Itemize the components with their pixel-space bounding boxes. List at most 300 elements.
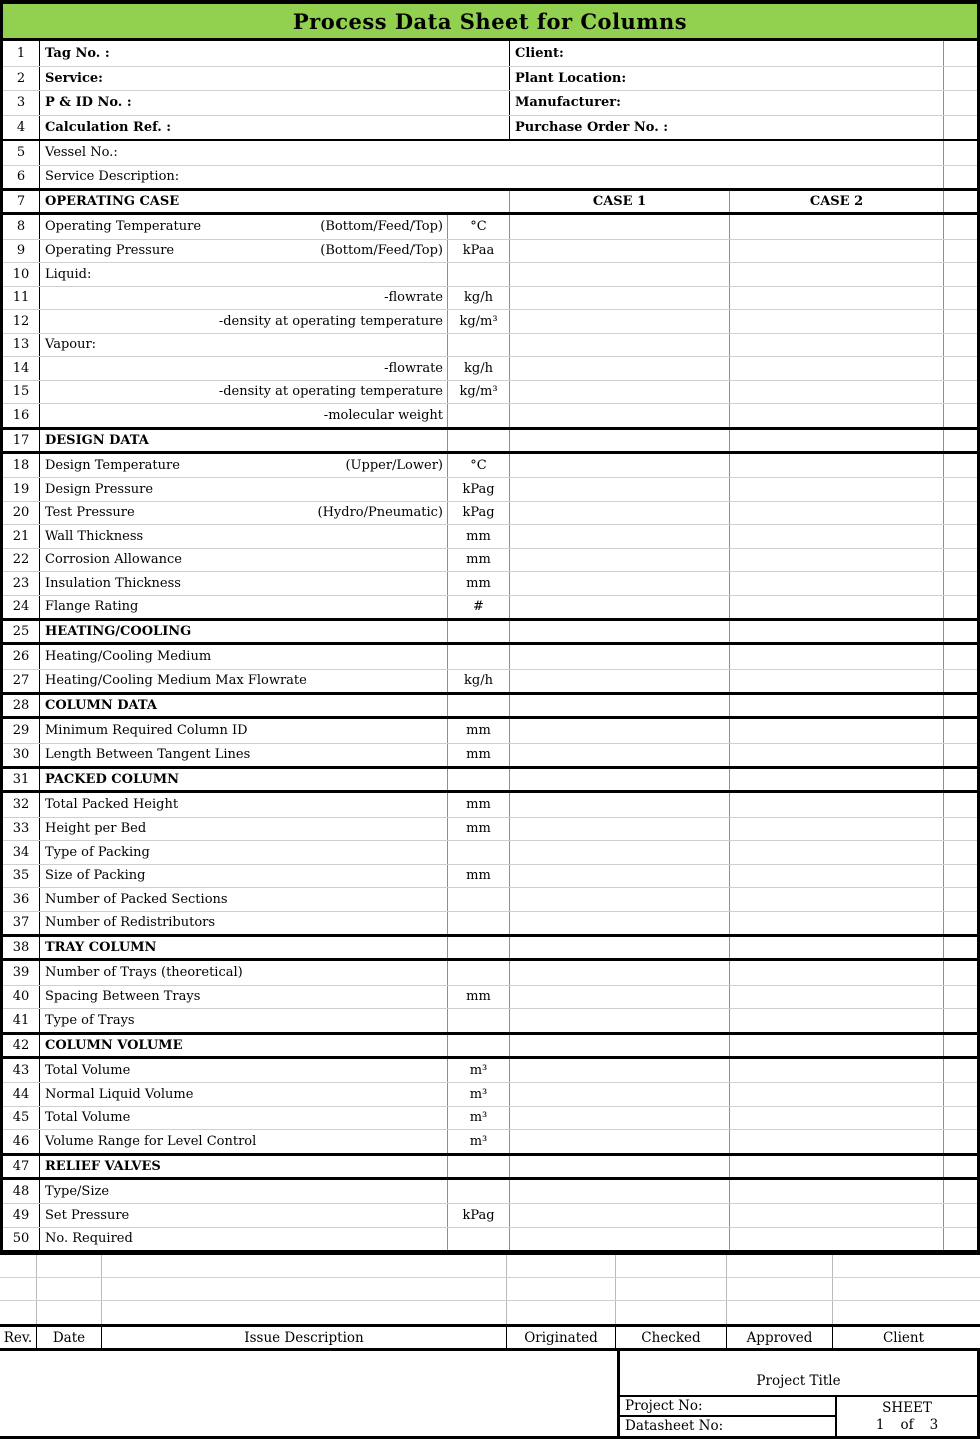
parameter-row: [3, 571, 977, 595]
field-cell[interactable]: Vessel No.:: [40, 141, 944, 165]
row-number: 12: [3, 310, 40, 333]
row-number: 40: [3, 986, 40, 1009]
case1-value-cell[interactable]: [510, 549, 730, 572]
spare-cell: [944, 888, 977, 911]
full-width-row: [3, 165, 977, 189]
unit-cell: [448, 695, 510, 716]
unit-cell: [448, 621, 510, 642]
unit-cell: mm: [448, 744, 510, 767]
spare-cell: [944, 1107, 977, 1130]
case2-value-cell[interactable]: [730, 572, 944, 595]
unit-cell: m³: [448, 1059, 510, 1083]
case1-value-cell[interactable]: [510, 454, 730, 478]
case1-value-cell[interactable]: [510, 744, 730, 767]
spare-cell: [944, 1180, 977, 1204]
case2-value-cell[interactable]: [730, 596, 944, 619]
case2-value-cell[interactable]: [730, 986, 944, 1009]
row-number: 28: [3, 695, 40, 716]
issue-description-cell[interactable]: [102, 1255, 507, 1277]
case1-value-cell[interactable]: [510, 1130, 730, 1153]
parameter-label: Design Temperature: [45, 457, 180, 473]
parameter-label-cell: [40, 1204, 448, 1227]
parameter-label-cell: [40, 1130, 448, 1153]
parameter-row: [3, 743, 977, 767]
spare-cell: [944, 166, 977, 189]
sheet-pagination: [876, 1417, 938, 1433]
case2-value-cell[interactable]: [730, 310, 944, 333]
unit-cell: [448, 1180, 510, 1204]
field-cell-right[interactable]: Purchase Order No. :: [510, 116, 944, 140]
parameter-label: -flowrate: [384, 290, 443, 306]
spare-cell: [944, 430, 977, 451]
spare-cell: [944, 1228, 977, 1251]
parameter-row: [3, 961, 977, 985]
parameter-row: [3, 477, 977, 501]
case1-value-cell[interactable]: [510, 572, 730, 595]
spare-cell: [944, 719, 977, 743]
case2-value-cell: [730, 937, 944, 958]
revision-row: [0, 1278, 980, 1301]
parameter-label: Heating/Cooling Medium Max Flowrate: [45, 673, 307, 689]
case1-value-cell[interactable]: [510, 502, 730, 525]
unit-cell: mm: [448, 719, 510, 743]
parameter-label-cell: [40, 525, 448, 548]
unit-cell: [448, 841, 510, 864]
case2-value-cell: [730, 430, 944, 451]
case1-value-cell[interactable]: [510, 1228, 730, 1251]
case2-value-cell[interactable]: [730, 818, 944, 841]
unit-cell: mm: [448, 793, 510, 817]
case1-value-cell[interactable]: [510, 888, 730, 911]
spare-cell: [944, 215, 977, 239]
case1-value-cell[interactable]: [510, 645, 730, 669]
approved-cell[interactable]: [727, 1255, 833, 1277]
parameter-row: [3, 1008, 977, 1032]
sheet-of: of: [900, 1416, 914, 1433]
row-number: 44: [3, 1083, 40, 1106]
case2-value-cell: [730, 621, 944, 642]
case2-value-cell[interactable]: [730, 841, 944, 864]
parameter-label: TRAY COLUMN: [45, 940, 157, 955]
case1-value-cell[interactable]: [510, 215, 730, 239]
case1-value-cell[interactable]: [510, 310, 730, 333]
case2-value-cell[interactable]: [730, 1059, 944, 1083]
case2-value-cell[interactable]: [730, 357, 944, 380]
field-cell-left[interactable]: P & ID No. :: [40, 91, 510, 115]
sheet-title-bar: [3, 4, 977, 41]
rev-cell[interactable]: [0, 1278, 37, 1300]
case1-value-cell[interactable]: [510, 287, 730, 310]
case1-value-cell[interactable]: [510, 841, 730, 864]
case2-value-cell[interactable]: [730, 670, 944, 693]
spare-cell: [944, 841, 977, 864]
parameter-note: (Bottom/Feed/Top): [320, 219, 443, 235]
form-header-row: [3, 41, 977, 66]
originated-cell[interactable]: [507, 1278, 616, 1300]
row-number: 50: [3, 1228, 40, 1251]
row-number: 18: [3, 454, 40, 478]
parameter-row: [3, 1059, 977, 1083]
field-cell-right[interactable]: Client:: [510, 41, 944, 66]
parameter-label: Liquid:: [45, 266, 92, 282]
parameter-label: Type/Size: [45, 1183, 110, 1199]
parameter-label-cell: [40, 744, 448, 767]
parameter-row: [3, 262, 977, 286]
row-number: 7: [3, 191, 40, 212]
spare-cell: [944, 1156, 977, 1177]
case1-value-cell[interactable]: [510, 818, 730, 841]
unit-cell: [448, 912, 510, 935]
unit-cell: #: [448, 596, 510, 619]
sheet-label: SHEET: [882, 1400, 932, 1417]
project-no-cell[interactable]: [620, 1397, 835, 1417]
parameter-row: [3, 793, 977, 817]
row-number: 10: [3, 263, 40, 286]
parameter-label: RELIEF VALVES: [45, 1158, 161, 1174]
case2-value-cell[interactable]: [730, 865, 944, 888]
case1-value-cell[interactable]: [510, 263, 730, 286]
unit-cell: kg/m³: [448, 310, 510, 333]
case1-value-cell[interactable]: [510, 670, 730, 693]
parameter-label: Spacing Between Trays: [45, 989, 201, 1005]
unit-cell: [448, 1009, 510, 1032]
case1-value-cell[interactable]: [510, 793, 730, 817]
project-title-cell[interactable]: [620, 1351, 977, 1397]
row-number: 45: [3, 1107, 40, 1130]
field-cell-left[interactable]: Service:: [40, 67, 510, 91]
client-cell[interactable]: [833, 1255, 974, 1277]
parameter-note: (Bottom/Feed/Top): [320, 243, 443, 259]
case2-value-cell[interactable]: [730, 1180, 944, 1204]
case2-value-cell[interactable]: [730, 1130, 944, 1153]
case1-value-cell[interactable]: [510, 1083, 730, 1106]
row-number: 24: [3, 596, 40, 619]
client-cell[interactable]: [833, 1278, 974, 1300]
spare-cell: [944, 287, 977, 310]
checked-cell[interactable]: [616, 1255, 727, 1277]
spare-cell: [944, 404, 977, 427]
case1-value-cell[interactable]: [510, 1059, 730, 1083]
case1-value-cell[interactable]: [510, 986, 730, 1009]
unit-cell: m³: [448, 1130, 510, 1153]
parameter-label: Number of Packed Sections: [45, 891, 228, 907]
case1-value-cell[interactable]: [510, 865, 730, 888]
case2-value-cell[interactable]: [730, 404, 944, 427]
case2-value-cell[interactable]: [730, 1228, 944, 1251]
parameter-row: [3, 864, 977, 888]
case2-value-cell[interactable]: [730, 502, 944, 525]
row-number: 8: [3, 215, 40, 239]
case1-value-cell[interactable]: [510, 357, 730, 380]
case1-value-cell[interactable]: [510, 240, 730, 263]
parameter-label-cell: [40, 478, 448, 501]
parameter-row: [3, 286, 977, 310]
parameter-row: [3, 309, 977, 333]
spare-cell: [944, 937, 977, 958]
case2-value-cell[interactable]: [730, 1009, 944, 1032]
case1-value-cell[interactable]: [510, 1204, 730, 1227]
parameter-label-cell: [40, 986, 448, 1009]
parameter-row: [3, 669, 977, 693]
case2-value-cell[interactable]: [730, 1204, 944, 1227]
parameter-label: Total Volume: [45, 1110, 131, 1126]
datasheet-no-cell[interactable]: [620, 1417, 835, 1437]
parameter-label-cell: [40, 357, 448, 380]
parameter-label: Operating Temperature: [45, 219, 202, 235]
case2-value-cell[interactable]: [730, 1107, 944, 1130]
parameter-note: (Hydro/Pneumatic): [317, 505, 443, 521]
parameter-label-cell: [40, 430, 448, 451]
parameter-label: COLUMN DATA: [45, 698, 157, 713]
client-cell[interactable]: [833, 1301, 974, 1324]
case1-value-cell[interactable]: [510, 381, 730, 404]
case1-value-cell[interactable]: [510, 334, 730, 357]
spare-cell: [944, 744, 977, 767]
spare-cell: [944, 141, 977, 165]
section-header-row: [3, 1153, 977, 1180]
case2-value-cell[interactable]: [730, 240, 944, 263]
parameter-row: [3, 1129, 977, 1153]
unit-cell: kPag: [448, 478, 510, 501]
case2-value-cell[interactable]: [730, 719, 944, 743]
case1-value-cell[interactable]: [510, 1009, 730, 1032]
unit-cell: [448, 334, 510, 357]
case1-value-cell: [510, 937, 730, 958]
parameter-label-cell: [40, 1180, 448, 1204]
case2-value-cell[interactable]: [730, 287, 944, 310]
revision-row: [0, 1255, 980, 1278]
row-number: 5: [3, 141, 40, 165]
checked-cell[interactable]: [616, 1301, 727, 1324]
case2-value-cell[interactable]: [730, 215, 944, 239]
case2-value-cell[interactable]: [730, 888, 944, 911]
spare-cell: [944, 596, 977, 619]
parameter-label: Volume Range for Level Control: [45, 1133, 257, 1149]
case1-value-cell[interactable]: [510, 525, 730, 548]
case2-value-cell[interactable]: [730, 525, 944, 548]
row-number: 6: [3, 166, 40, 189]
parameter-row: [3, 380, 977, 404]
spare-cell: [944, 912, 977, 935]
row-number: 29: [3, 719, 40, 743]
row-number: 33: [3, 818, 40, 841]
spare-cell: [944, 502, 977, 525]
parameter-label: Heating/Cooling Medium: [45, 649, 212, 665]
row-number: 16: [3, 404, 40, 427]
unit-cell: [448, 888, 510, 911]
case1-value-cell[interactable]: [510, 478, 730, 501]
row-number: 32: [3, 793, 40, 817]
case2-value-cell[interactable]: [730, 454, 944, 478]
row-number: 25: [3, 621, 40, 642]
parameter-label-cell: [40, 888, 448, 911]
row-number: 2: [3, 67, 40, 91]
parameter-label: Type of Trays: [45, 1012, 135, 1028]
parameter-label: COLUMN VOLUME: [45, 1037, 183, 1053]
parameter-label-cell: [40, 912, 448, 935]
unit-cell: m³: [448, 1083, 510, 1106]
case1-value-cell[interactable]: [510, 912, 730, 935]
unit-cell: mm: [448, 986, 510, 1009]
unit-cell: [448, 263, 510, 286]
rev-cell[interactable]: [0, 1301, 37, 1324]
parameter-label-cell: [40, 381, 448, 404]
case2-value-cell[interactable]: [730, 961, 944, 985]
case2-value-cell[interactable]: [730, 549, 944, 572]
spare-cell: [944, 695, 977, 716]
row-number: 46: [3, 1130, 40, 1153]
field-cell-right[interactable]: Manufacturer:: [510, 91, 944, 115]
form-header-row: [3, 66, 977, 91]
parameter-row: [3, 403, 977, 427]
row-number: 39: [3, 961, 40, 985]
spare-cell: [944, 961, 977, 985]
parameter-note: (Upper/Lower): [345, 457, 443, 473]
parameter-row: [3, 817, 977, 841]
unit-cell: kg/h: [448, 357, 510, 380]
parameter-label: Flange Rating: [45, 599, 139, 615]
spare-cell: [944, 645, 977, 669]
row-number: 15: [3, 381, 40, 404]
parameter-label: Insulation Thickness: [45, 575, 181, 591]
row-number: 27: [3, 670, 40, 693]
field-cell-right[interactable]: Plant Location:: [510, 67, 944, 91]
date-cell[interactable]: [37, 1278, 102, 1300]
parameter-label: Total Packed Height: [45, 797, 179, 813]
spare-cell: [944, 769, 977, 790]
spare-cell: [944, 310, 977, 333]
row-number: 1: [3, 41, 40, 66]
originated-cell[interactable]: [507, 1255, 616, 1277]
parameter-label: Corrosion Allowance: [45, 552, 182, 568]
parameter-label: Size of Packing: [45, 868, 146, 884]
row-number: 3: [3, 91, 40, 115]
footer-area: [0, 1351, 980, 1436]
unit-cell: mm: [448, 818, 510, 841]
parameter-label: -molecular weight: [323, 407, 443, 423]
parameter-label-cell: [40, 572, 448, 595]
spare-cell: [944, 263, 977, 286]
parameter-label: Design Pressure: [45, 481, 154, 497]
rev-cell[interactable]: [0, 1255, 37, 1277]
unit-cell: mm: [448, 525, 510, 548]
parameter-label: Vapour:: [45, 337, 97, 353]
parameter-label-cell: [40, 1228, 448, 1251]
case2-value-cell[interactable]: [730, 793, 944, 817]
case2-value-cell[interactable]: [730, 744, 944, 767]
issue-description-cell[interactable]: [102, 1278, 507, 1300]
case2-value-cell[interactable]: [730, 645, 944, 669]
parameter-label-cell: [40, 1059, 448, 1083]
spare-cell: [944, 818, 977, 841]
case1-value-cell[interactable]: [510, 1180, 730, 1204]
date-cell[interactable]: [37, 1301, 102, 1324]
parameter-label: Minimum Required Column ID: [45, 723, 248, 739]
case2-value-cell: [730, 769, 944, 790]
row-number: 34: [3, 841, 40, 864]
parameter-label-cell: [40, 1156, 448, 1177]
field-cell-left[interactable]: Tag No. :: [40, 41, 510, 66]
row-number: 38: [3, 937, 40, 958]
unit-cell: mm: [448, 549, 510, 572]
originated-cell[interactable]: [507, 1301, 616, 1324]
parameter-label-cell: [40, 502, 448, 525]
case2-value-cell[interactable]: [730, 334, 944, 357]
case2-value-cell[interactable]: [730, 478, 944, 501]
section-header-row: [3, 427, 977, 454]
parameter-label-cell: [40, 719, 448, 743]
sheet-number-cell: [835, 1397, 977, 1436]
parameter-label: Wall Thickness: [45, 528, 144, 544]
parameter-label-cell: [40, 596, 448, 619]
unit-cell: [448, 961, 510, 985]
unit-cell: kg/m³: [448, 381, 510, 404]
parameter-label: PACKED COLUMN: [45, 772, 179, 787]
section-header-row: [3, 1032, 977, 1059]
case1-value-cell[interactable]: [510, 596, 730, 619]
spare-cell: [944, 1083, 977, 1106]
field-cell[interactable]: Service Description:: [40, 166, 944, 189]
case2-value-cell[interactable]: [730, 912, 944, 935]
parameter-label-cell: [40, 670, 448, 693]
parameter-label: Number of Redistributors: [45, 915, 216, 931]
parameter-label-cell: [40, 621, 448, 642]
spare-cell: [944, 793, 977, 817]
parameter-row: [3, 501, 977, 525]
revision-header-issuedescription: Issue Description: [102, 1327, 507, 1348]
case1-value-cell[interactable]: [510, 404, 730, 427]
row-number: 42: [3, 1035, 40, 1056]
case1-value-cell[interactable]: [510, 1107, 730, 1130]
case1-value-cell: [510, 1156, 730, 1177]
case2-value-cell[interactable]: [730, 263, 944, 286]
case1-value-cell[interactable]: [510, 961, 730, 985]
spare-cell: [944, 1130, 977, 1153]
case2-value-cell[interactable]: [730, 381, 944, 404]
approved-cell[interactable]: [727, 1301, 833, 1324]
row-number: 30: [3, 744, 40, 767]
case1-value-cell[interactable]: [510, 719, 730, 743]
spare-cell: [944, 478, 977, 501]
parameter-label-cell: [40, 841, 448, 864]
parameter-row: [3, 985, 977, 1009]
spare-cell: [944, 91, 977, 115]
spare-cell: [944, 670, 977, 693]
revision-row: [0, 1301, 980, 1324]
parameter-row: [3, 887, 977, 911]
case1-value-cell: [510, 695, 730, 716]
parameter-label: Length Between Tangent Lines: [45, 747, 251, 763]
date-cell[interactable]: [37, 1255, 102, 1277]
parameter-row: [3, 1227, 977, 1251]
issue-description-cell[interactable]: [102, 1301, 507, 1324]
parameter-label: Type of Packing: [45, 844, 150, 860]
form-header-row: [3, 115, 977, 140]
revision-header-checked: Checked: [616, 1327, 727, 1348]
checked-cell[interactable]: [616, 1278, 727, 1300]
spare-cell: [944, 1204, 977, 1227]
notes-area: [0, 1351, 617, 1436]
operating-case-header-row: [3, 188, 977, 215]
parameter-label-cell: [40, 334, 448, 357]
row-number: 14: [3, 357, 40, 380]
approved-cell[interactable]: [727, 1278, 833, 1300]
row-number: 41: [3, 1009, 40, 1032]
unit-cell: [448, 1035, 510, 1056]
field-cell-left[interactable]: Calculation Ref. :: [40, 116, 510, 140]
unit-cell: kPaa: [448, 240, 510, 263]
case2-value-cell[interactable]: [730, 1083, 944, 1106]
